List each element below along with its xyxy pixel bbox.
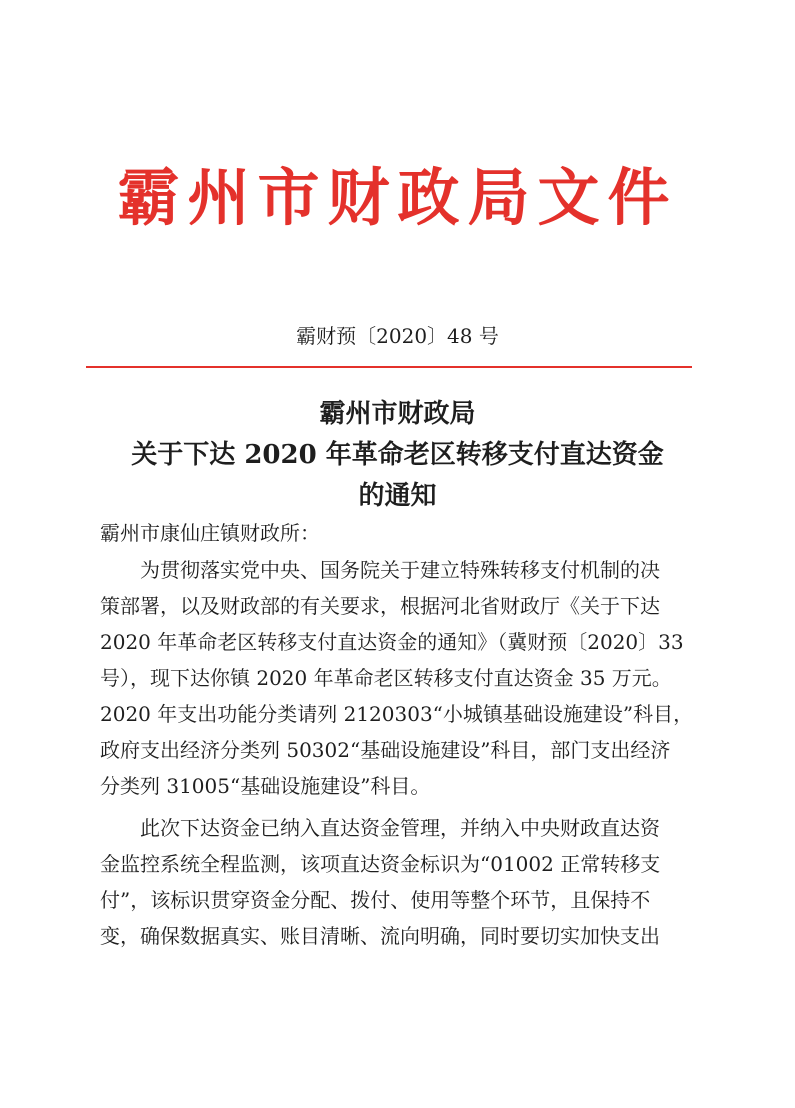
paragraph-line: 金监控系统全程监测，该项直达资金标识为“01002 正常转移支 [100,852,661,876]
notice-title [0,394,795,517]
body-paragraph [100,810,700,954]
paragraph-line: 号），现下达你镇 2020 年革命老区转移支付直达资金 35 万元。 [100,666,672,690]
recipient-line: 霸州市康仙庄镇财政所： [100,521,320,545]
paragraph-line: 此次下达资金已纳入直达资金管理，并纳入中央财政直达资 [100,816,660,840]
paragraph-line: 分类列 31005“基础设施建设”科目。 [100,774,431,798]
notice-title-line: 的通知 [358,481,437,511]
document-number: 霸财预〔2020〕48 号 [296,324,499,348]
paragraph-line: 2020 年支出功能分类请列 2120303“小城镇基础设施建设”科目， [100,702,694,726]
paragraph-line: 变，确保数据真实、账目清晰、流向明确，同时要切实加快支出 [100,924,660,948]
paragraph-line: 策部署，以及财政部的有关要求，根据河北省财政厅《关于下达 [100,594,660,618]
paragraph-line: 政府支出经济分类列 50302“基础设施建设”科目，部门支出经济 [100,738,671,762]
notice-title-line: 霸州市财政局 [319,399,476,429]
document-header-title: 霸州市财政局文件 [117,161,678,234]
paragraph-line: 2020 年革命老区转移支付直达资金的通知》（冀财预〔2020〕33 [100,630,684,654]
notice-title-line: 关于下达 2020 年革命老区转移支付直达资金 [131,440,664,470]
paragraph-line: 为贯彻落实党中央、国务院关于建立特殊转移支付机制的决 [100,558,660,582]
body-paragraph [100,552,700,804]
red-divider-line [86,366,692,368]
paragraph-line: 付”，该标识贯穿资金分配、拨付、使用等整个环节，且保持不 [100,888,651,912]
